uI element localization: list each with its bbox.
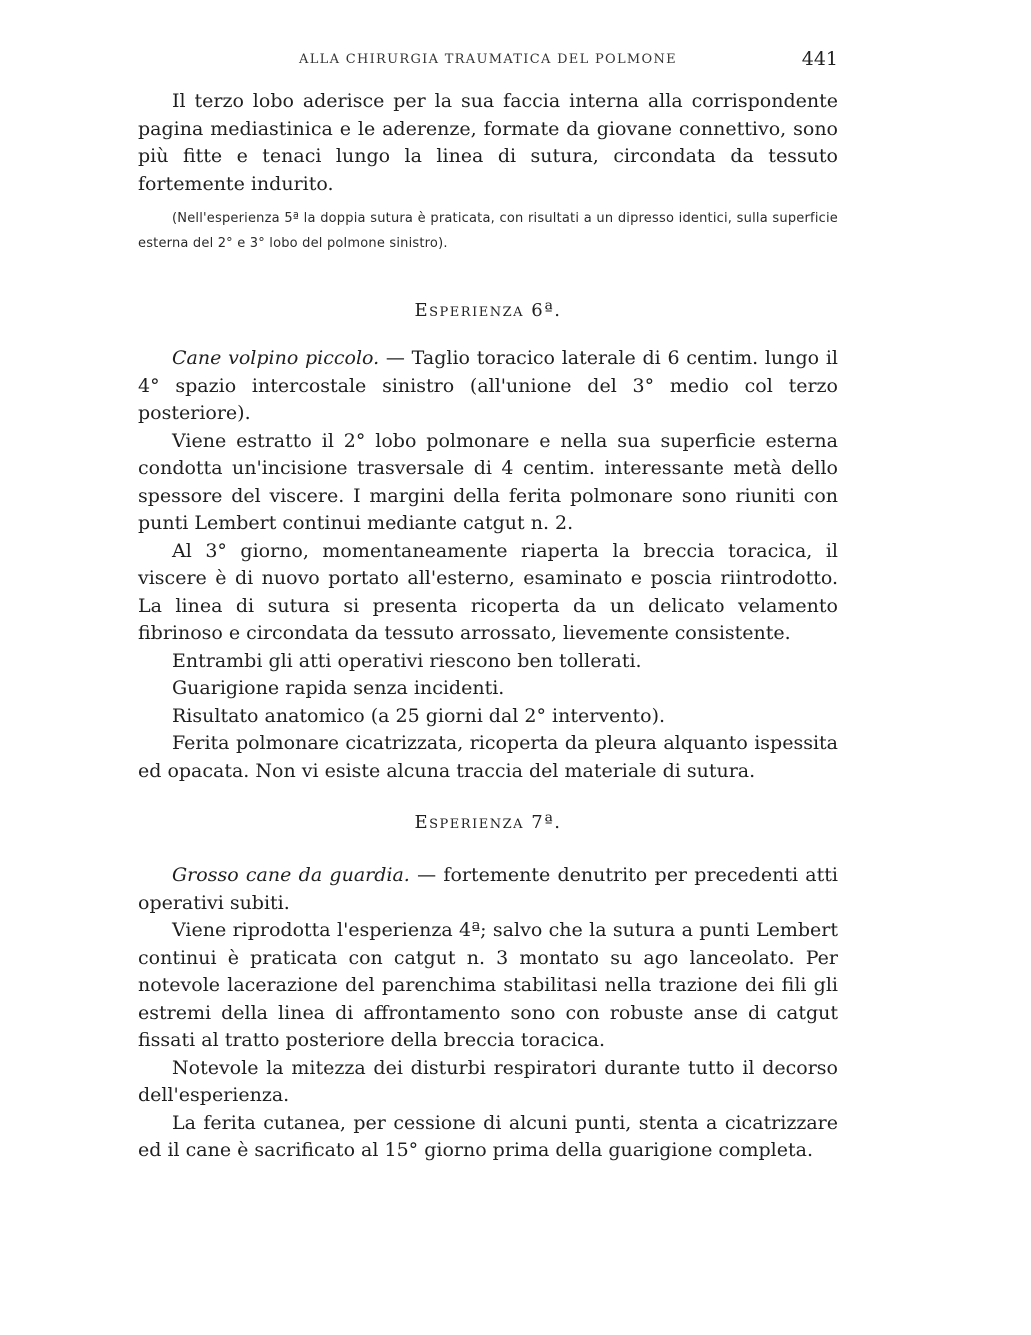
running-title: ALLA CHIRURGIA TRAUMATICA DEL POLMONE bbox=[299, 52, 677, 67]
exp6-p1-rest: — Taglio toracico laterale di 6 centim. lungo il 4° spazio intercostale sinistro (all'unione del 3° medio col terzo posteriore). bbox=[138, 347, 838, 424]
footnote-paragraph: (Nell'esperienza 5ª la doppia sutura è praticata, con risultati a un dipresso identici, sulla superficie esterna del 2° e 3° lobo del polmone sinistro). bbox=[138, 211, 838, 251]
exp6-paragraph-2: Viene estratto il 2° lobo polmonare e nella sua superficie esterna condotta un'incisione trasversale di 4 centim. interessante metà dello spessore del viscere. I margini della ferita polmonare sono riuniti con punti Lembert continui mediante catgut n. 2. bbox=[138, 429, 838, 534]
exp6-paragraph-5: Guarigione rapida senza incidenti. bbox=[172, 677, 505, 699]
intro-paragraph: Il terzo lobo aderisce per la sua faccia interna alla corrispondente pagina mediastinica e le aderenze, formate da giovane connettivo, sono più fitte e tenaci lungo la linea di sutura, circondata da tessuto fortemente indurito. bbox=[138, 90, 838, 195]
exp7-lead: Grosso cane da guardia. bbox=[172, 864, 410, 886]
section-heading: Esperienza 7ª. bbox=[414, 812, 562, 833]
exp7-paragraph-1 bbox=[138, 862, 838, 917]
running-header bbox=[138, 48, 838, 74]
exp7-p1-rest: — fortemente denutrito per precedenti atti operativi subiti. bbox=[138, 864, 838, 914]
exp6-lead: Cane volpino piccolo. bbox=[172, 347, 380, 369]
exp7-paragraph-2: Viene riprodotta l'esperienza 4ª; salvo che la sutura a punti Lembert continui è praticata con catgut n. 3 montato su ago lanceolato. Per notevole lacerazione del parenchima stabilitasi nella trazione dei fili gli estremi della linea di affrontamento sono con robuste anse di catgut fissati al tratto posteriore della breccia toracica. bbox=[138, 919, 838, 1051]
exp7-paragraph-4: La ferita cutanea, per cessione di alcuni punti, stenta a cicatrizzare ed il cane è sacrificato al 15° giorno prima della guarigione completa. bbox=[138, 1111, 838, 1161]
experiment-7-heading bbox=[138, 812, 838, 833]
exp6-paragraph-3: Al 3° giorno, momentaneamente riaperta la breccia toracica, il viscere è di nuovo portato all'esterno, esaminato e poscia riintrodotto. La linea di sutura si presenta ricoperta da un delicato velamento fibrinoso e circondata da tessuto arrossato, lievemente consistente. bbox=[138, 539, 838, 644]
page-number: 441 bbox=[801, 48, 838, 70]
section-heading: Esperienza 6ª. bbox=[414, 300, 562, 321]
exp7-paragraph-3: Notevole la mitezza dei disturbi respiratori durante tutto il decorso dell'esperienza. bbox=[138, 1056, 838, 1106]
exp6-paragraph-1 bbox=[138, 345, 838, 428]
note-section bbox=[138, 206, 838, 256]
experiment-6-heading bbox=[138, 300, 838, 321]
experiment-7-body bbox=[138, 862, 838, 1165]
exp6-paragraph-6: Risultato anatomico (a 25 giorni dal 2° intervento). bbox=[172, 704, 666, 727]
experiment-6-body bbox=[138, 345, 838, 785]
exp6-paragraph-4: Entrambi gli atti operativi riescono ben tollerati. bbox=[172, 649, 642, 672]
exp6-paragraph-7: Ferita polmonare cicatrizzata, ricoperta da pleura alquanto ispessita ed opacata. Non vi esiste alcuna traccia del materiale di sutura. bbox=[138, 732, 838, 782]
intro-section bbox=[138, 88, 838, 198]
